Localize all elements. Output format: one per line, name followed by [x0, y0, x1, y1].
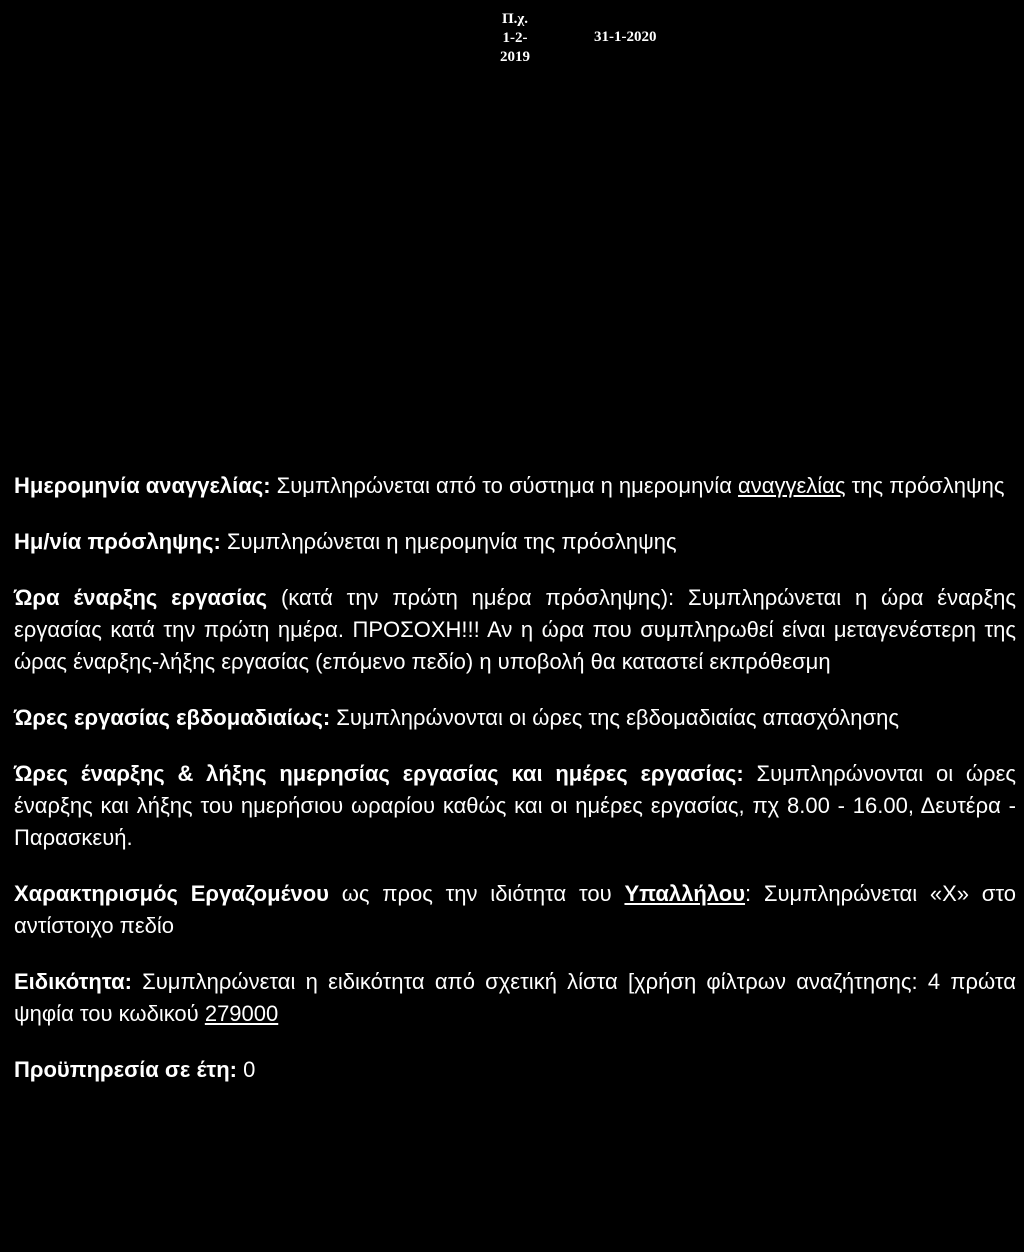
announcement-date-text-b: της πρόσληψης — [845, 473, 1005, 498]
weekly-hours-paragraph — [14, 702, 1016, 734]
example-date-bottom: 2019 — [500, 49, 530, 65]
employee-characterization-text-a: ως προς την ιδιότητα του — [328, 881, 625, 906]
announcement-date-text-a: Συμπληρώνεται από το σύστημα η ημερομηνία — [270, 473, 739, 498]
daily-schedule-paragraph — [14, 758, 1016, 854]
example-date-right: 31-1-2020 — [594, 29, 657, 45]
weekly-hours-text: Συμπληρώνονται οι ώρες της εβδομαδιαίας απασχόλησης — [330, 705, 899, 730]
specialty-paragraph — [14, 966, 1016, 1030]
daily-schedule-label: Ώρες έναρξης & λήξης ημερησίας εργασίας και ημέρες εργασίας: — [14, 761, 744, 786]
announcement-date-paragraph — [14, 470, 1016, 502]
example-date-header — [0, 8, 1024, 78]
field-instructions — [14, 470, 1016, 1110]
work-start-time-label: Ώρα έναρξης εργασίας — [14, 585, 268, 610]
work-start-time-text: (κατά την πρώτη ημέρα πρόσληψης): Συμπληρώνεται η ώρα έναρξης εργασίας κατά την πρώτη ημέρα. ΠΡΟΣΟΧΗ!!! Αν η ώρα που συμπληρωθεί είναι μεταγενέστερη της ώρας έναρξης-λήξης εργασίας (επόμενο πεδίο) η υποβολή θα καταστεί εκπρόθεσμη — [14, 585, 1017, 674]
specialty-text: Συμπληρώνεται η ειδικότητα από σχετική λίστα [χρήση φίλτρων αναζήτησης: 4 πρώτα ψηφία του κωδικού — [14, 969, 1016, 1026]
specialty-code: 279000 — [204, 1001, 279, 1026]
employee-characterization-underlined: Υπαλλήλου — [624, 881, 746, 906]
specialty-label: Ειδικότητα: — [14, 969, 132, 994]
work-start-time-paragraph — [14, 582, 1016, 678]
hiring-date-text: Συμπληρώνεται η ημερομηνία της πρόσληψης — [220, 529, 677, 554]
prior-service-paragraph — [14, 1054, 1016, 1086]
employee-characterization-label: Χαρακτηρισμός Εργαζομένου — [14, 881, 329, 906]
weekly-hours-label: Ώρες εργασίας εβδομαδιαίως: — [14, 705, 331, 730]
daily-schedule-text: Συμπληρώνονται οι ώρες έναρξης και λήξης του ημερήσιου ωραρίου καθώς και οι ημέρες εργασίας, πχ 8.00 - 16.00, Δευτέρα - Παρασκευή. — [14, 761, 1016, 850]
prior-service-label: Προϋπηρεσία σε έτη: — [14, 1057, 237, 1082]
example-date-top: 1-2- — [502, 30, 528, 46]
example-label: Π.χ. — [501, 11, 529, 27]
announcement-date-underlined: αναγγελίας — [738, 473, 846, 498]
hiring-date-paragraph — [14, 526, 1016, 558]
hiring-date-label: Ημ/νία πρόσληψης: — [14, 529, 221, 554]
announcement-date-label: Ημερομηνία αναγγελίας: — [14, 473, 271, 498]
employee-characterization-text-b: : Συμπληρώνεται «Χ» στο αντίστοιχο πεδίο — [14, 881, 1016, 938]
example-date-left — [495, 10, 535, 67]
prior-service-value: 0 — [237, 1057, 256, 1082]
employee-characterization-paragraph — [14, 878, 1016, 942]
